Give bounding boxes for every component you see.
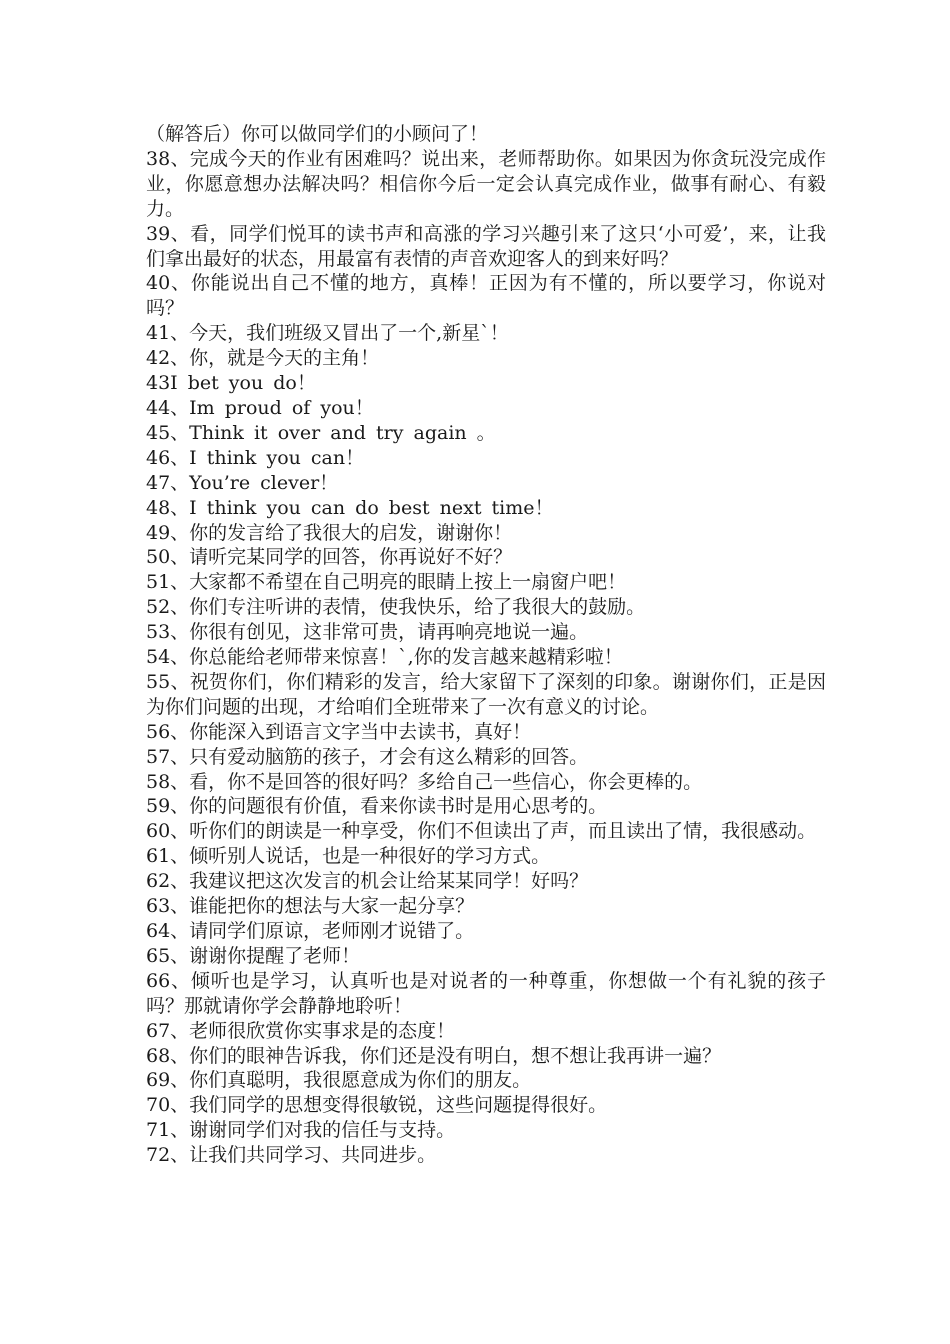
text-paragraph: 40、你能说出自己不懂的地方，真棒！正因为有不懂的，所以要学习，你说对吗？ [146,272,826,320]
text-paragraph: 55、祝贺你们，你们精彩的发言，给大家留下了深刻的印象。谢谢你们，正是因为你们问题的出现，才给咱们全班带来了一次有意义的讨论。 [146,670,826,718]
text-paragraph: 64、请同学们原谅，老师刚才说错了。 [146,920,475,942]
text-paragraph: 57、只有爱动脑筋的孩子，才会有这么精彩的回答。 [146,745,589,768]
text-paragraph: 41、今天，我们班级又冒出了一个,新星`！ [146,322,509,345]
text-paragraph: 42、你，就是今天的主角！ [146,347,380,370]
text-paragraph: 47、You’re clever！ [146,471,339,494]
text-paragraph: 58、看，你不是回答的很好吗？多给自己一些信心，你会更棒的。 [146,770,703,793]
text-paragraph: 46、I think you can！ [146,446,365,469]
text-paragraph: 61、倾听别人说话，也是一种很好的学习方式。 [146,845,551,868]
text-paragraph: 71、谢谢同学们对我的信任与支持。 [146,1119,456,1142]
text-paragraph: 44、Im proud of you！ [146,396,374,419]
text-paragraph: 43I bet you do！ [146,372,316,395]
text-paragraph: 45、Think it over and try again 。 [146,421,496,444]
text-paragraph: 51、大家都不希望在自己明亮的眼睛上按上一扇窗户吧！ [146,571,627,594]
text-paragraph: 38、完成今天的作业有困难吗？说出来，老师帮助你。如果因为你贪玩没完成作业，你愿意想办法解决吗？相信你今后一定会认真完成作业，做事有耐心、有毅力。 [146,147,826,220]
text-paragraph: 54、你总能给老师带来惊喜！`,你的发言越来越精彩啦！ [146,646,623,669]
text-paragraph: 52、你们专注听讲的表情，使我快乐，给了我很大的鼓励。 [146,596,646,619]
text-paragraph: 60、听你们的朗读是一种享受，你们不但读出了声，而且读出了情，我很感动。 [146,820,817,843]
text-paragraph: 69、你们真聪明，我很愿意成为你们的朋友。 [146,1069,532,1092]
text-paragraph: 72、让我们共同学习、共同进步。 [146,1144,437,1167]
text-paragraph: 68、你们的眼神告诉我，你们还是没有明白，想不想让我再讲一遍？ [146,1044,722,1067]
text-paragraph: 53、你很有创见，这非常可贵，请再响亮地说一遍。 [146,621,589,644]
text-paragraph: 67、老师很欣赏你实事求是的态度！ [146,1019,456,1042]
text-paragraph: 65、谢谢你提醒了老师！ [146,944,361,967]
text-paragraph: 48、I think you can do best next time！ [146,496,554,519]
text-paragraph: 70、我们同学的思想变得很敏锐，这些问题提得很好。 [146,1094,608,1117]
text-paragraph: 62、我建议把这次发言的机会让给某某同学！好吗？ [146,870,589,893]
text-paragraph: 50、请听完某同学的回答，你再说好不好？ [146,546,513,569]
text-paragraph: 49、你的发言给了我很大的启发，谢谢你！ [146,521,513,544]
text-paragraph: 66、倾听也是学习，认真听也是对说者的一种尊重，你想做一个有礼貌的孩子吗？那就请你学会静静地聆听！ [146,969,826,1017]
document-page [146,122,826,1168]
text-paragraph: 56、你能深入到语言文字当中去读书，真好！ [146,720,532,743]
text-paragraph: 63、谁能把你的想法与大家一起分享？ [146,895,475,918]
text-paragraph: 59、你的问题很有价值，看来你读书时是用心思考的。 [146,795,608,818]
text-paragraph: 39、看，同学们悦耳的读书声和高涨的学习兴趣引来了这只‘小可爱’，来，让我们拿出最好的状态，用最富有表情的声音欢迎客人的到来好吗？ [146,222,826,270]
text-paragraph: （解答后）你可以做同学们的小顾问了！ [146,123,489,145]
